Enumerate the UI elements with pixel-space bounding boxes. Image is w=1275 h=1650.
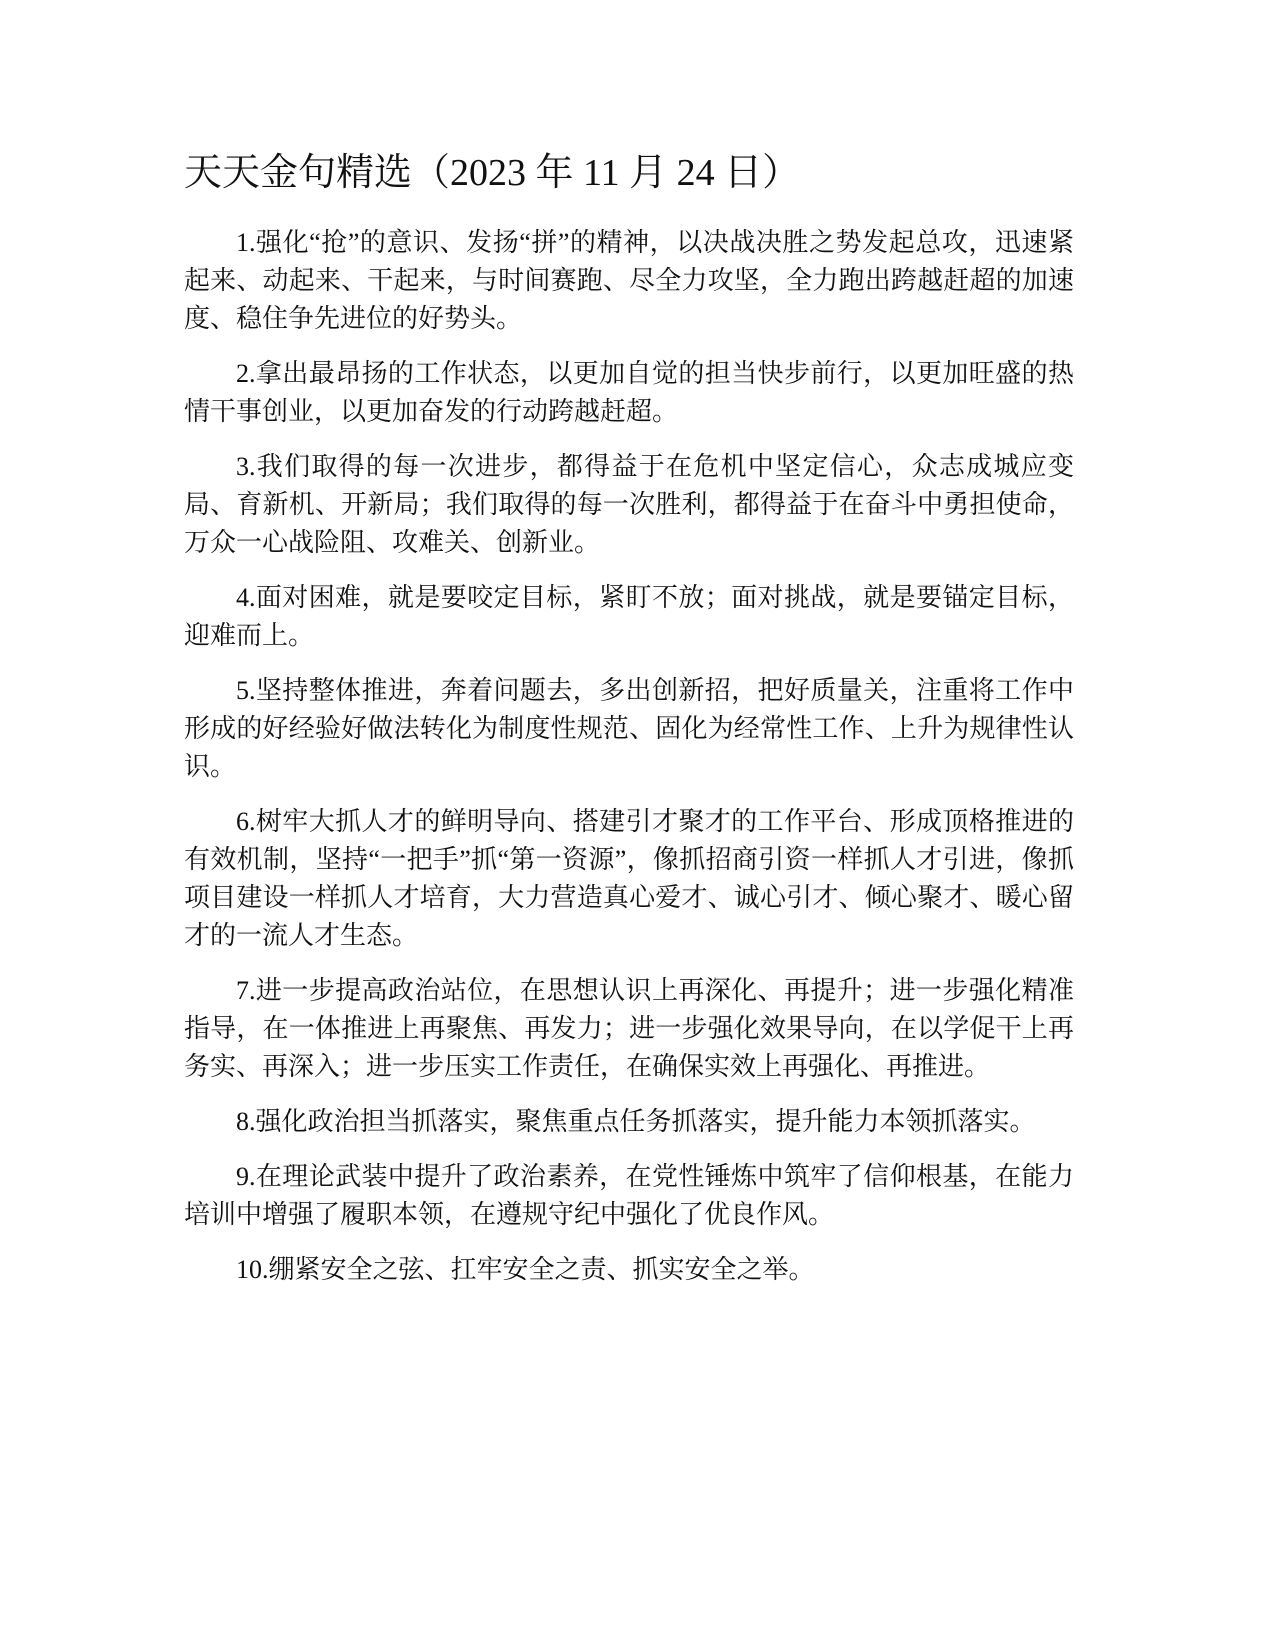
quote-paragraph-6: 6.树牢大抓人才的鲜明导向、搭建引才聚才的工作平台、形成顶格推进的有效机制，坚持“一把手”抓“第一资源”，像抓招商引资一样抓人才引进，像抓项目建设一样抓人才培育，大力营造真心爱才、诚心引才、倾心聚才、暖心留才的一流人才生态。 — [184, 807, 1074, 950]
document-title: 天天金句精选（2023 年 11 月 24 日） — [184, 152, 801, 194]
quote-paragraph-1: 1.强化“抢”的意识、发扬“拼”的精神，以决战决胜之势发起总攻，迅速紧起来、动起来、干起来，与时间赛跑、尽全力攻坚，全力跑出跨越赶超的加速度、稳住争先进位的好势头。 — [184, 228, 1074, 333]
quote-paragraph-9: 9.在理论武装中提升了政治素养，在党性锤炼中筑牢了信仰根基，在能力培训中增强了履职本领，在遵规守纪中强化了优良作风。 — [184, 1162, 1074, 1229]
quote-paragraph-10: 10.绷紧安全之弦、扛牢安全之责、抓实安全之举。 — [236, 1255, 815, 1284]
document-page — [184, 148, 1074, 1306]
quote-paragraph-4: 4.面对困难，就是要咬定目标，紧盯不放；面对挑战，就是要锚定目标，迎难而上。 — [184, 583, 1074, 650]
quote-paragraph-7: 7.进一步提高政治站位，在思想认识上再深化、再提升；进一步强化精准指导，在一体推进上再聚焦、再发力；进一步强化效果导向，在以学促干上再务实、再深入；进一步压实工作责任，在确保实效上再强化、再推进。 — [184, 976, 1074, 1081]
quote-paragraph-8: 8.强化政治担当抓落实，聚焦重点任务抓落实，提升能力本领抓落实。 — [236, 1107, 1036, 1136]
quote-paragraph-3: 3.我们取得的每一次进步，都得益于在危机中坚定信心，众志成城应变局、育新机、开新局；我们取得的每一次胜利，都得益于在奋斗中勇担使命，万众一心战险阻、攻难关、创新业。 — [184, 452, 1074, 557]
quote-paragraph-5: 5.坚持整体推进，奔着问题去，多出创新招，把好质量关，注重将工作中形成的好经验好做法转化为制度性规范、固化为经常性工作、上升为规律性认识。 — [184, 676, 1074, 781]
quote-paragraph-2: 2.拿出最昂扬的工作状态，以更加自觉的担当快步前行，以更加旺盛的热情干事创业，以更加奋发的行动跨越赶超。 — [184, 359, 1074, 426]
